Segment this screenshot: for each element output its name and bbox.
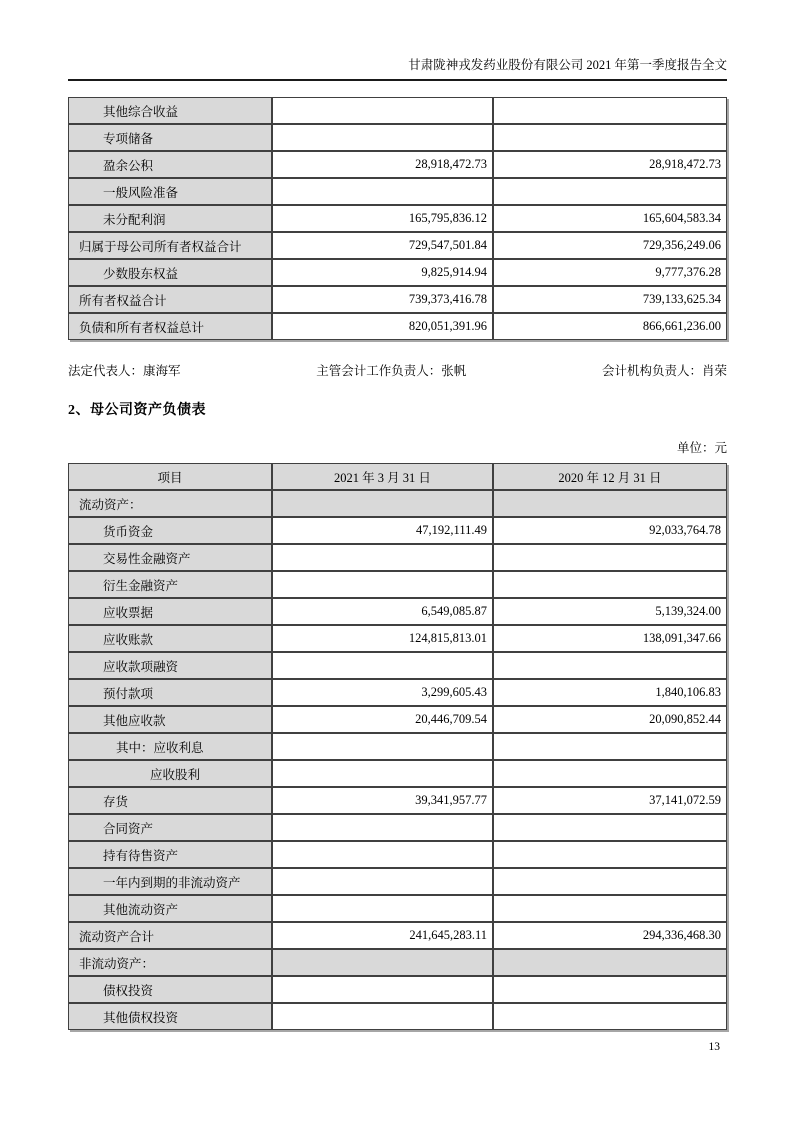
- value-prior-period: 5,139,324.00: [493, 598, 727, 625]
- table-row: [68, 706, 727, 733]
- value-current-period: [272, 760, 493, 787]
- table-row: [68, 787, 727, 814]
- value-current-period: 39,341,957.77: [272, 787, 493, 814]
- value-current-period: [272, 1003, 493, 1030]
- value-prior-period: 866,661,236.00: [493, 313, 727, 340]
- value-prior-period: [493, 97, 727, 124]
- legal-representative: 法定代表人：康海军: [68, 364, 181, 378]
- report-title: 甘肃陇神戎发药业股份有限公司 2021 年第一季度报告全文: [408, 58, 727, 72]
- page-number: 13: [708, 1041, 720, 1053]
- value-prior-period: [493, 571, 727, 598]
- value-current-period: 6,549,085.87: [272, 598, 493, 625]
- value-current-period: [272, 652, 493, 679]
- value-prior-period: [493, 490, 727, 517]
- row-label: 应收票据: [68, 598, 272, 625]
- value-current-period: [272, 97, 493, 124]
- value-prior-period: 20,090,852.44: [493, 706, 727, 733]
- value-current-period: [272, 895, 493, 922]
- table-row: [68, 490, 727, 517]
- value-prior-period: 1,840,106.83: [493, 679, 727, 706]
- value-current-period: 124,815,813.01: [272, 625, 493, 652]
- table-row: [68, 286, 727, 313]
- value-prior-period: [493, 976, 727, 1003]
- parent-balance-sheet-table: [68, 463, 727, 1030]
- table-row: [68, 259, 727, 286]
- row-label: 专项储备: [68, 124, 272, 151]
- value-current-period: 165,795,836.12: [272, 205, 493, 232]
- row-label: 存货: [68, 787, 272, 814]
- value-prior-period: 37,141,072.59: [493, 787, 727, 814]
- value-prior-period: 138,091,347.66: [493, 625, 727, 652]
- value-current-period: 820,051,391.96: [272, 313, 493, 340]
- row-label: 归属于母公司所有者权益合计: [68, 232, 272, 259]
- row-label: 应收股利: [68, 760, 272, 787]
- value-prior-period: [493, 841, 727, 868]
- table-row: [68, 949, 727, 976]
- value-current-period: 739,373,416.78: [272, 286, 493, 313]
- value-prior-period: [493, 868, 727, 895]
- row-label: 应收账款: [68, 625, 272, 652]
- page-header: [68, 57, 727, 81]
- table-row: [68, 97, 727, 124]
- value-current-period: [272, 841, 493, 868]
- value-prior-period: 28,918,472.73: [493, 151, 727, 178]
- value-current-period: 9,825,914.94: [272, 259, 493, 286]
- table-header-row: [68, 463, 727, 490]
- table-row: [68, 652, 727, 679]
- row-label: 合同资产: [68, 814, 272, 841]
- row-label: 货币资金: [68, 517, 272, 544]
- value-prior-period: [493, 814, 727, 841]
- value-current-period: 729,547,501.84: [272, 232, 493, 259]
- row-label: 一般风险准备: [68, 178, 272, 205]
- chief-accounting-officer: 主管会计工作负责人：张帆: [316, 364, 467, 378]
- row-label: 一年内到期的非流动资产: [68, 868, 272, 895]
- value-current-period: 20,446,709.54: [272, 706, 493, 733]
- row-label: 其他应收款: [68, 706, 272, 733]
- value-current-period: [272, 490, 493, 517]
- table-row: [68, 517, 727, 544]
- table-row: [68, 841, 727, 868]
- table-row: [68, 1003, 727, 1030]
- row-label: 负债和所有者权益总计: [68, 313, 272, 340]
- table-row: [68, 178, 727, 205]
- value-current-period: 241,645,283.11: [272, 922, 493, 949]
- table-row: [68, 124, 727, 151]
- row-label: 所有者权益合计: [68, 286, 272, 313]
- value-current-period: [272, 571, 493, 598]
- row-label: 其他债权投资: [68, 1003, 272, 1030]
- section-heading: 2、母公司资产负债表: [68, 403, 206, 418]
- row-label: 债权投资: [68, 976, 272, 1003]
- value-prior-period: 92,033,764.78: [493, 517, 727, 544]
- row-label: 未分配利润: [68, 205, 272, 232]
- value-prior-period: 739,133,625.34: [493, 286, 727, 313]
- value-current-period: 47,192,111.49: [272, 517, 493, 544]
- table-row: [68, 733, 727, 760]
- value-current-period: [272, 178, 493, 205]
- column-header-current-date: 2021 年 3 月 31 日: [272, 463, 493, 490]
- value-prior-period: [493, 544, 727, 571]
- value-prior-period: [493, 178, 727, 205]
- row-label: 少数股东权益: [68, 259, 272, 286]
- value-prior-period: 9,777,376.28: [493, 259, 727, 286]
- table-row: [68, 895, 727, 922]
- value-prior-period: 729,356,249.06: [493, 232, 727, 259]
- table-row: [68, 976, 727, 1003]
- table-row: [68, 598, 727, 625]
- value-current-period: 3,299,605.43: [272, 679, 493, 706]
- value-prior-period: [493, 949, 727, 976]
- row-label: 交易性金融资产: [68, 544, 272, 571]
- table-row: [68, 760, 727, 787]
- signatory-line: [68, 363, 727, 379]
- table-row: [68, 571, 727, 598]
- table-row: [68, 232, 727, 259]
- value-prior-period: 165,604,583.34: [493, 205, 727, 232]
- row-label: 持有待售资产: [68, 841, 272, 868]
- row-label: 其他综合收益: [68, 97, 272, 124]
- value-prior-period: [493, 760, 727, 787]
- table-row: [68, 151, 727, 178]
- row-label: 预付款项: [68, 679, 272, 706]
- row-label: 非流动资产：: [68, 949, 272, 976]
- row-label: 衍生金融资产: [68, 571, 272, 598]
- row-label: 其中：应收利息: [68, 733, 272, 760]
- table-row: [68, 868, 727, 895]
- value-prior-period: [493, 733, 727, 760]
- column-header-prior-date: 2020 年 12 月 31 日: [493, 463, 727, 490]
- table-row: [68, 313, 727, 340]
- value-current-period: [272, 868, 493, 895]
- row-label: 应收款项融资: [68, 652, 272, 679]
- value-current-period: [272, 976, 493, 1003]
- table-row: [68, 922, 727, 949]
- table-row: [68, 814, 727, 841]
- table-row: [68, 205, 727, 232]
- value-prior-period: [493, 895, 727, 922]
- value-current-period: [272, 733, 493, 760]
- value-current-period: 28,918,472.73: [272, 151, 493, 178]
- row-label: 流动资产：: [68, 490, 272, 517]
- value-current-period: [272, 544, 493, 571]
- table-row: [68, 544, 727, 571]
- row-label: 盈余公积: [68, 151, 272, 178]
- row-label: 其他流动资产: [68, 895, 272, 922]
- column-header-item: 项目: [68, 463, 272, 490]
- equity-table-continued: [68, 97, 727, 340]
- unit-label: 单位：元: [676, 441, 727, 455]
- row-label: 流动资产合计: [68, 922, 272, 949]
- value-prior-period: [493, 1003, 727, 1030]
- accounting-dept-head: 会计机构负责人：肖荣: [601, 364, 727, 378]
- value-current-period: [272, 814, 493, 841]
- value-prior-period: 294,336,468.30: [493, 922, 727, 949]
- value-prior-period: [493, 652, 727, 679]
- table-row: [68, 625, 727, 652]
- value-prior-period: [493, 124, 727, 151]
- value-current-period: [272, 949, 493, 976]
- value-current-period: [272, 124, 493, 151]
- table-row: [68, 679, 727, 706]
